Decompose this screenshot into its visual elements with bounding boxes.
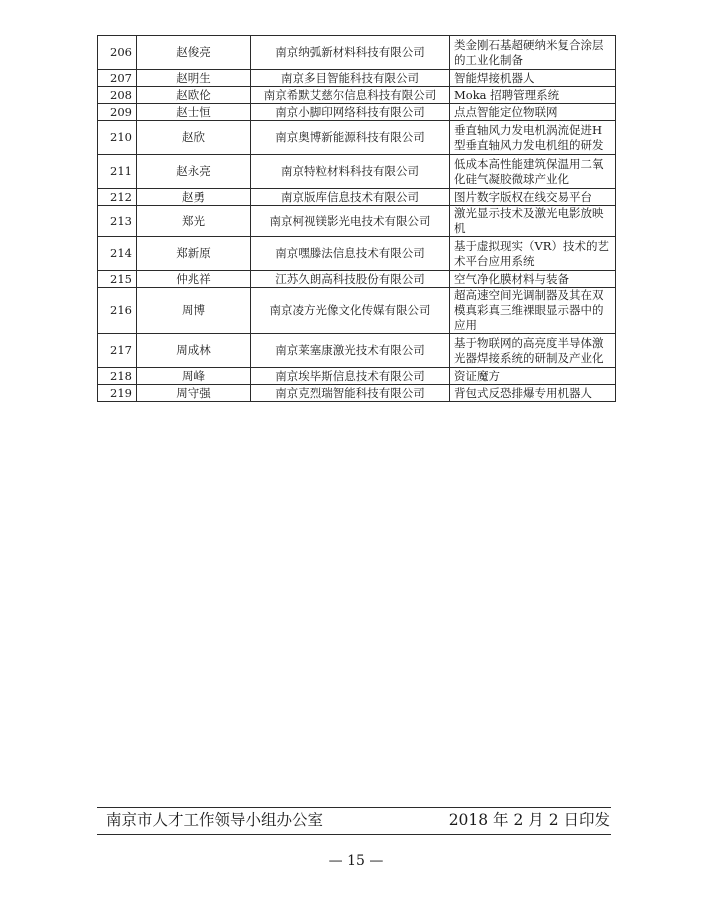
row-number: 207 [98, 70, 137, 87]
project-title: 基于物联网的高亮度半导体激光器焊接系统的研制及产业化 [450, 334, 616, 368]
company-name: 南京希默艾慈尔信息科技有限公司 [251, 87, 450, 104]
company-name: 江苏久朗高科技股份有限公司 [251, 271, 450, 288]
company-name: 南京埃毕斯信息技术有限公司 [251, 368, 450, 385]
table-row [98, 70, 616, 87]
award-list-body [98, 36, 616, 402]
project-title: 背包式反恐排爆专用机器人 [450, 385, 616, 402]
recipient-name: 周峰 [137, 368, 251, 385]
recipient-name: 周守强 [137, 385, 251, 402]
table-row [98, 237, 616, 271]
project-title: 类金刚石基超硬纳米复合涂层的工业化制备 [450, 36, 616, 70]
row-number: 208 [98, 87, 137, 104]
project-title: 空气净化膜材料与装备 [450, 271, 616, 288]
company-name: 南京莱塞康激光技术有限公司 [251, 334, 450, 368]
recipient-name: 赵欧伦 [137, 87, 251, 104]
recipient-name: 赵勇 [137, 189, 251, 206]
row-number: 217 [98, 334, 137, 368]
table-row [98, 334, 616, 368]
table-row [98, 189, 616, 206]
table-row [98, 87, 616, 104]
recipient-name: 仲兆祥 [137, 271, 251, 288]
recipient-name: 周博 [137, 288, 251, 334]
row-number: 215 [98, 271, 137, 288]
table-row [98, 288, 616, 334]
project-title: 低成本高性能建筑保温用二氧化硅气凝胶微球产业化 [450, 155, 616, 189]
table-row [98, 121, 616, 155]
project-title: 激光显示技术及激光电影放映机 [450, 206, 616, 237]
company-name: 南京特粒材料科技有限公司 [251, 155, 450, 189]
footer-issuer: 南京市人才工作领导小组办公室 [106, 811, 324, 829]
recipient-name: 赵士恒 [137, 104, 251, 121]
recipient-name: 周成林 [137, 334, 251, 368]
footer-top-rule [97, 807, 611, 808]
table-row [98, 368, 616, 385]
company-name: 南京嘿滕法信息技术有限公司 [251, 237, 450, 271]
company-name: 南京克烈瑞智能科技有限公司 [251, 385, 450, 402]
footer-issue-date: 2018 年 2 月 2 日印发 [448, 811, 610, 829]
recipient-name: 赵永亮 [137, 155, 251, 189]
table-row [98, 206, 616, 237]
project-title: Moka 招聘管理系统 [450, 87, 616, 104]
recipient-name: 郑光 [137, 206, 251, 237]
table-row [98, 385, 616, 402]
project-title: 图片数字版权在线交易平台 [450, 189, 616, 206]
company-name: 南京奥博新能源科技有限公司 [251, 121, 450, 155]
company-name: 南京版库信息技术有限公司 [251, 189, 450, 206]
row-number: 206 [98, 36, 137, 70]
recipient-name: 赵欣 [137, 121, 251, 155]
row-number: 219 [98, 385, 137, 402]
row-number: 214 [98, 237, 137, 271]
company-name: 南京纳弧新材料科技有限公司 [251, 36, 450, 70]
project-title: 点点智能定位物联网 [450, 104, 616, 121]
row-number: 211 [98, 155, 137, 189]
table-row [98, 104, 616, 121]
recipient-name: 郑新原 [137, 237, 251, 271]
award-list-table [97, 35, 616, 402]
row-number: 212 [98, 189, 137, 206]
project-title: 超高速空间光调制器及其在双模真彩真三维裸眼显示器中的应用 [450, 288, 616, 334]
row-number: 213 [98, 206, 137, 237]
table-row [98, 36, 616, 70]
company-name: 南京柯视镁影光电技术有限公司 [251, 206, 450, 237]
project-title: 基于虚拟现实（VR）技术的艺术平台应用系统 [450, 237, 616, 271]
table-row [98, 155, 616, 189]
company-name: 南京凌方光像文化传媒有限公司 [251, 288, 450, 334]
row-number: 218 [98, 368, 137, 385]
recipient-name: 赵俊亮 [137, 36, 251, 70]
company-name: 南京多目智能科技有限公司 [251, 70, 450, 87]
table-row [98, 271, 616, 288]
row-number: 210 [98, 121, 137, 155]
row-number: 209 [98, 104, 137, 121]
project-title: 资证魔方 [450, 368, 616, 385]
row-number: 216 [98, 288, 137, 334]
project-title: 智能焊接机器人 [450, 70, 616, 87]
page-number: — 15 — [328, 853, 384, 869]
recipient-name: 赵明生 [137, 70, 251, 87]
company-name: 南京小脚印网络科技有限公司 [251, 104, 450, 121]
footer-bottom-rule [97, 834, 611, 835]
project-title: 垂直轴风力发电机涡流促进H型垂直轴风力发电机组的研发 [450, 121, 616, 155]
